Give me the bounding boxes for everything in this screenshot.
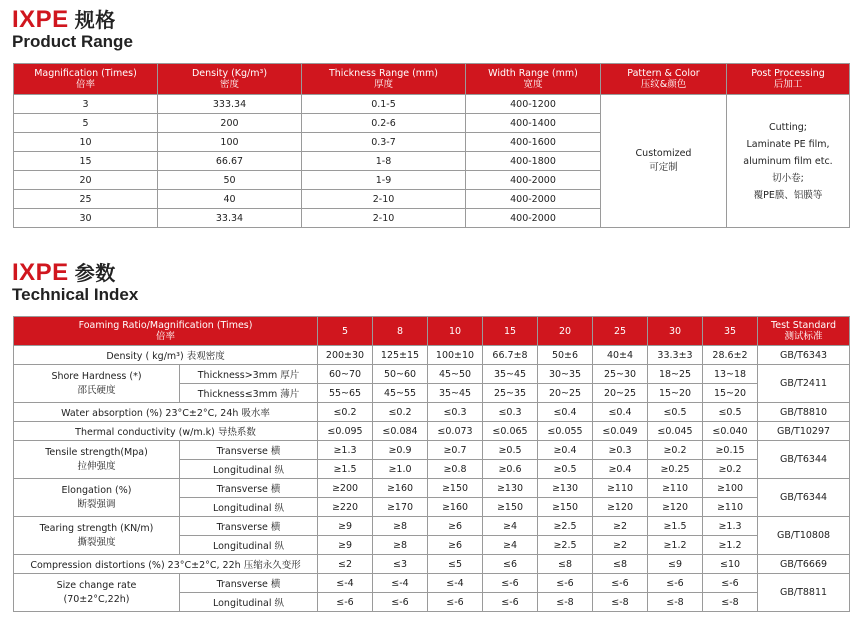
cell-post-processing: Cutting; Laminate PE film, aluminum film etc. 切小卷; 覆PE膜、铝膜等 bbox=[727, 95, 850, 228]
value-cell: ≥1.3 bbox=[318, 441, 373, 460]
value-cell: ≥130 bbox=[538, 479, 593, 498]
value-cell: ≤-8 bbox=[538, 593, 593, 612]
value-cell: 60~70 bbox=[318, 365, 373, 384]
value-cell: ≤10 bbox=[703, 555, 758, 574]
value-cell: ≥160 bbox=[428, 498, 483, 517]
cell-thickness: 2-10 bbox=[302, 190, 466, 209]
value-cell: ≤0.049 bbox=[593, 422, 648, 441]
size-change-sub-label: Transverse 横 bbox=[180, 574, 318, 593]
technical-index-title-en: IXPE bbox=[12, 259, 69, 286]
value-cell: ≤0.045 bbox=[648, 422, 703, 441]
product-range-title-en: IXPE bbox=[12, 6, 69, 33]
value-cell: ≥0.6 bbox=[483, 460, 538, 479]
value-cell: ≤-6 bbox=[703, 574, 758, 593]
value-cell: ≥6 bbox=[428, 517, 483, 536]
value-cell: ≥110 bbox=[593, 479, 648, 498]
value-cell: ≤-8 bbox=[648, 593, 703, 612]
value-cell: ≥110 bbox=[703, 498, 758, 517]
value-cell: ≥1.2 bbox=[648, 536, 703, 555]
product-range-title bbox=[12, 8, 133, 32]
value-cell: ≥0.4 bbox=[593, 460, 648, 479]
header-ratio: 20 bbox=[538, 317, 593, 346]
value-cell: ≤0.3 bbox=[483, 403, 538, 422]
value-cell: ≥6 bbox=[428, 536, 483, 555]
cell-magnification: 30 bbox=[14, 209, 158, 228]
header-magnification: Magnification (Times) 倍率 bbox=[14, 64, 158, 95]
elongation-sub-label: Longitudinal 纵 bbox=[180, 498, 318, 517]
cell-magnification: 10 bbox=[14, 133, 158, 152]
value-cell: ≥0.2 bbox=[703, 460, 758, 479]
value-cell: ≥1.2 bbox=[703, 536, 758, 555]
header-ratio: 25 bbox=[593, 317, 648, 346]
value-cell: ≤8 bbox=[538, 555, 593, 574]
value-cell: 35~45 bbox=[428, 384, 483, 403]
value-cell: ≥0.7 bbox=[428, 441, 483, 460]
water-absorption-row bbox=[14, 403, 850, 422]
standard-cell: GB/T10808 bbox=[758, 517, 850, 555]
value-cell: 45~50 bbox=[428, 365, 483, 384]
value-cell: ≥9 bbox=[318, 536, 373, 555]
value-cell: ≥0.15 bbox=[703, 441, 758, 460]
value-cell: ≤-6 bbox=[593, 574, 648, 593]
value-cell: ≥1.3 bbox=[703, 517, 758, 536]
value-cell: ≥0.9 bbox=[373, 441, 428, 460]
compression-row bbox=[14, 555, 850, 574]
value-cell: 35~45 bbox=[483, 365, 538, 384]
water-absorption-label: Water absorption (%) 23°C±2°C, 24h 吸水率 bbox=[14, 403, 318, 422]
value-cell: ≤0.065 bbox=[483, 422, 538, 441]
value-cell: ≤0.040 bbox=[703, 422, 758, 441]
value-cell: ≤0.5 bbox=[648, 403, 703, 422]
hardness-row-1 bbox=[14, 365, 850, 384]
value-cell: ≤-6 bbox=[428, 593, 483, 612]
header-ratio: 5 bbox=[318, 317, 373, 346]
value-cell: ≥0.25 bbox=[648, 460, 703, 479]
standard-cell: GB/T8810 bbox=[758, 403, 850, 422]
compression-label: Compression distortions (%) 23°C±2°C, 22h 压缩永久变形 bbox=[14, 555, 318, 574]
value-cell: ≤0.5 bbox=[703, 403, 758, 422]
value-cell: ≥0.5 bbox=[538, 460, 593, 479]
value-cell: ≤8 bbox=[593, 555, 648, 574]
cell-thickness: 1-8 bbox=[302, 152, 466, 171]
value-cell: 50~60 bbox=[373, 365, 428, 384]
technical-header-row bbox=[14, 317, 850, 346]
size-change-row-1 bbox=[14, 574, 850, 593]
value-cell: ≥4 bbox=[483, 536, 538, 555]
cell-width: 400-2000 bbox=[466, 209, 601, 228]
density-row bbox=[14, 346, 850, 365]
density-label: Density ( kg/m³) 表观密度 bbox=[14, 346, 318, 365]
value-cell: ≥150 bbox=[538, 498, 593, 517]
cell-pattern-customized: Customized 可定制 bbox=[601, 95, 727, 228]
value-cell: ≥130 bbox=[483, 479, 538, 498]
value-cell: ≤0.055 bbox=[538, 422, 593, 441]
value-cell: ≥160 bbox=[373, 479, 428, 498]
header-ratio: 10 bbox=[428, 317, 483, 346]
hardness-sub-label: Thickness≤3mm 薄片 bbox=[180, 384, 318, 403]
standard-cell: GB/T6343 bbox=[758, 346, 850, 365]
elongation-label: Elongation (%) 断裂强调 bbox=[14, 479, 180, 517]
standard-cell: GB/T8811 bbox=[758, 574, 850, 612]
cell-density: 333.34 bbox=[158, 95, 302, 114]
value-cell: ≤-6 bbox=[318, 593, 373, 612]
elongation-row-1 bbox=[14, 479, 850, 498]
tensile-sub-label: Transverse 横 bbox=[180, 441, 318, 460]
cell-thickness: 0.1-5 bbox=[302, 95, 466, 114]
header-ratio: 30 bbox=[648, 317, 703, 346]
hardness-label: Shore Hardness (*) 邵氏硬度 bbox=[14, 365, 180, 403]
value-cell: ≤-6 bbox=[373, 593, 428, 612]
value-cell: 15~20 bbox=[703, 384, 758, 403]
value-cell: ≤2 bbox=[318, 555, 373, 574]
value-cell: ≥1.5 bbox=[318, 460, 373, 479]
value-cell: 40±4 bbox=[593, 346, 648, 365]
thermal-conductivity-row bbox=[14, 422, 850, 441]
cell-width: 400-2000 bbox=[466, 190, 601, 209]
value-cell: ≤0.073 bbox=[428, 422, 483, 441]
value-cell: ≥4 bbox=[483, 517, 538, 536]
tearing-sub-label: Longitudinal 纵 bbox=[180, 536, 318, 555]
cell-density: 200 bbox=[158, 114, 302, 133]
standard-cell: GB/T6344 bbox=[758, 441, 850, 479]
value-cell: ≤5 bbox=[428, 555, 483, 574]
standard-cell: GB/T10297 bbox=[758, 422, 850, 441]
value-cell: ≤-8 bbox=[593, 593, 648, 612]
value-cell: ≤0.2 bbox=[373, 403, 428, 422]
cell-thickness: 1-9 bbox=[302, 171, 466, 190]
value-cell: ≥150 bbox=[428, 479, 483, 498]
value-cell: ≤9 bbox=[648, 555, 703, 574]
value-cell: 45~55 bbox=[373, 384, 428, 403]
header-test-standard: Test Standard 测试标准 bbox=[758, 317, 850, 346]
value-cell: 66.7±8 bbox=[483, 346, 538, 365]
cell-width: 400-1600 bbox=[466, 133, 601, 152]
cell-magnification: 20 bbox=[14, 171, 158, 190]
value-cell: 28.6±2 bbox=[703, 346, 758, 365]
header-foaming-ratio: Foaming Ratio/Magnification (Times) 倍率 bbox=[14, 317, 318, 346]
value-cell: ≤0.4 bbox=[593, 403, 648, 422]
tearing-row-1 bbox=[14, 517, 850, 536]
cell-width: 400-1800 bbox=[466, 152, 601, 171]
value-cell: ≥0.3 bbox=[593, 441, 648, 460]
header-ratio: 15 bbox=[483, 317, 538, 346]
value-cell: ≤0.2 bbox=[318, 403, 373, 422]
value-cell: ≥2 bbox=[593, 517, 648, 536]
value-cell: ≤-4 bbox=[373, 574, 428, 593]
value-cell: ≥0.4 bbox=[538, 441, 593, 460]
cell-magnification: 25 bbox=[14, 190, 158, 209]
value-cell: ≥110 bbox=[648, 479, 703, 498]
value-cell: ≥120 bbox=[593, 498, 648, 517]
tensile-row-1 bbox=[14, 441, 850, 460]
value-cell: ≥100 bbox=[703, 479, 758, 498]
cell-magnification: 5 bbox=[14, 114, 158, 133]
value-cell: ≥8 bbox=[373, 517, 428, 536]
value-cell: ≤0.4 bbox=[538, 403, 593, 422]
cell-thickness: 2-10 bbox=[302, 209, 466, 228]
header-post-processing: Post Processing 后加工 bbox=[727, 64, 850, 95]
value-cell: ≥120 bbox=[648, 498, 703, 517]
value-cell: ≤0.095 bbox=[318, 422, 373, 441]
value-cell: ≥150 bbox=[483, 498, 538, 517]
cell-width: 400-2000 bbox=[466, 171, 601, 190]
size-change-sub-label: Longitudinal 纵 bbox=[180, 593, 318, 612]
product-range-header-row bbox=[14, 64, 850, 95]
value-cell: 50±6 bbox=[538, 346, 593, 365]
value-cell: ≥2.5 bbox=[538, 536, 593, 555]
cell-density: 33.34 bbox=[158, 209, 302, 228]
value-cell: ≤-6 bbox=[483, 574, 538, 593]
value-cell: 125±15 bbox=[373, 346, 428, 365]
tensile-label: Tensile strength(Mpa) 拉伸强度 bbox=[14, 441, 180, 479]
hardness-sub-label: Thickness>3mm 厚片 bbox=[180, 365, 318, 384]
technical-index-heading bbox=[12, 261, 138, 304]
tensile-sub-label: Longitudinal 纵 bbox=[180, 460, 318, 479]
value-cell: ≤-6 bbox=[538, 574, 593, 593]
product-range-subtitle: Product Range bbox=[12, 32, 133, 51]
value-cell: ≥220 bbox=[318, 498, 373, 517]
value-cell: ≥2 bbox=[593, 536, 648, 555]
value-cell: ≤-6 bbox=[648, 574, 703, 593]
tearing-sub-label: Transverse 横 bbox=[180, 517, 318, 536]
value-cell: 15~20 bbox=[648, 384, 703, 403]
technical-index-table bbox=[13, 316, 850, 612]
value-cell: ≥200 bbox=[318, 479, 373, 498]
value-cell: ≥0.5 bbox=[483, 441, 538, 460]
value-cell: ≥9 bbox=[318, 517, 373, 536]
value-cell: ≤6 bbox=[483, 555, 538, 574]
value-cell: ≥0.8 bbox=[428, 460, 483, 479]
header-thickness: Thickness Range (mm) 厚度 bbox=[302, 64, 466, 95]
value-cell: 18~25 bbox=[648, 365, 703, 384]
value-cell: ≤0.3 bbox=[428, 403, 483, 422]
cell-density: 50 bbox=[158, 171, 302, 190]
value-cell: 100±10 bbox=[428, 346, 483, 365]
value-cell: ≤0.084 bbox=[373, 422, 428, 441]
cell-density: 100 bbox=[158, 133, 302, 152]
technical-index-subtitle: Technical Index bbox=[12, 285, 139, 304]
value-cell: ≥2.5 bbox=[538, 517, 593, 536]
value-cell: 25~35 bbox=[483, 384, 538, 403]
header-width: Width Range (mm) 宽度 bbox=[466, 64, 601, 95]
value-cell: 33.3±3 bbox=[648, 346, 703, 365]
tearing-label: Tearing strength (KN/m) 撕裂强度 bbox=[14, 517, 180, 555]
value-cell: ≤-8 bbox=[703, 593, 758, 612]
product-range-table bbox=[13, 63, 850, 228]
value-cell: 13~18 bbox=[703, 365, 758, 384]
value-cell: 30~35 bbox=[538, 365, 593, 384]
cell-thickness: 0.2-6 bbox=[302, 114, 466, 133]
cell-density: 40 bbox=[158, 190, 302, 209]
value-cell: 55~65 bbox=[318, 384, 373, 403]
standard-cell: GB/T6344 bbox=[758, 479, 850, 517]
value-cell: ≥1.0 bbox=[373, 460, 428, 479]
value-cell: 200±30 bbox=[318, 346, 373, 365]
size-change-label: Size change rate (70±2°C,22h) bbox=[14, 574, 180, 612]
cell-width: 400-1400 bbox=[466, 114, 601, 133]
value-cell: ≥1.5 bbox=[648, 517, 703, 536]
header-ratio: 8 bbox=[373, 317, 428, 346]
cell-density: 66.67 bbox=[158, 152, 302, 171]
header-ratio: 35 bbox=[703, 317, 758, 346]
value-cell: ≤-4 bbox=[428, 574, 483, 593]
cell-width: 400-1200 bbox=[466, 95, 601, 114]
technical-index-title bbox=[12, 261, 138, 285]
standard-cell: GB/T2411 bbox=[758, 365, 850, 403]
value-cell: 20~25 bbox=[538, 384, 593, 403]
value-cell: ≤-6 bbox=[483, 593, 538, 612]
product-range-title-cn: 规格 bbox=[74, 8, 116, 32]
elongation-sub-label: Transverse 横 bbox=[180, 479, 318, 498]
value-cell: ≤3 bbox=[373, 555, 428, 574]
value-cell: ≤-4 bbox=[318, 574, 373, 593]
product-range-heading bbox=[12, 8, 133, 51]
value-cell: ≥8 bbox=[373, 536, 428, 555]
technical-index-title-cn: 参数 bbox=[74, 261, 116, 285]
value-cell: ≥0.2 bbox=[648, 441, 703, 460]
value-cell: 20~25 bbox=[593, 384, 648, 403]
table-row bbox=[14, 95, 850, 114]
header-pattern: Pattern & Color 压纹&颜色 bbox=[601, 64, 727, 95]
cell-thickness: 0.3-7 bbox=[302, 133, 466, 152]
header-density: Density (Kg/m³) 密度 bbox=[158, 64, 302, 95]
value-cell: ≥170 bbox=[373, 498, 428, 517]
cell-magnification: 3 bbox=[14, 95, 158, 114]
standard-cell: GB/T6669 bbox=[758, 555, 850, 574]
cell-magnification: 15 bbox=[14, 152, 158, 171]
value-cell: 25~30 bbox=[593, 365, 648, 384]
thermal-conductivity-label: Thermal conductivity (w/m.k) 导热系数 bbox=[14, 422, 318, 441]
